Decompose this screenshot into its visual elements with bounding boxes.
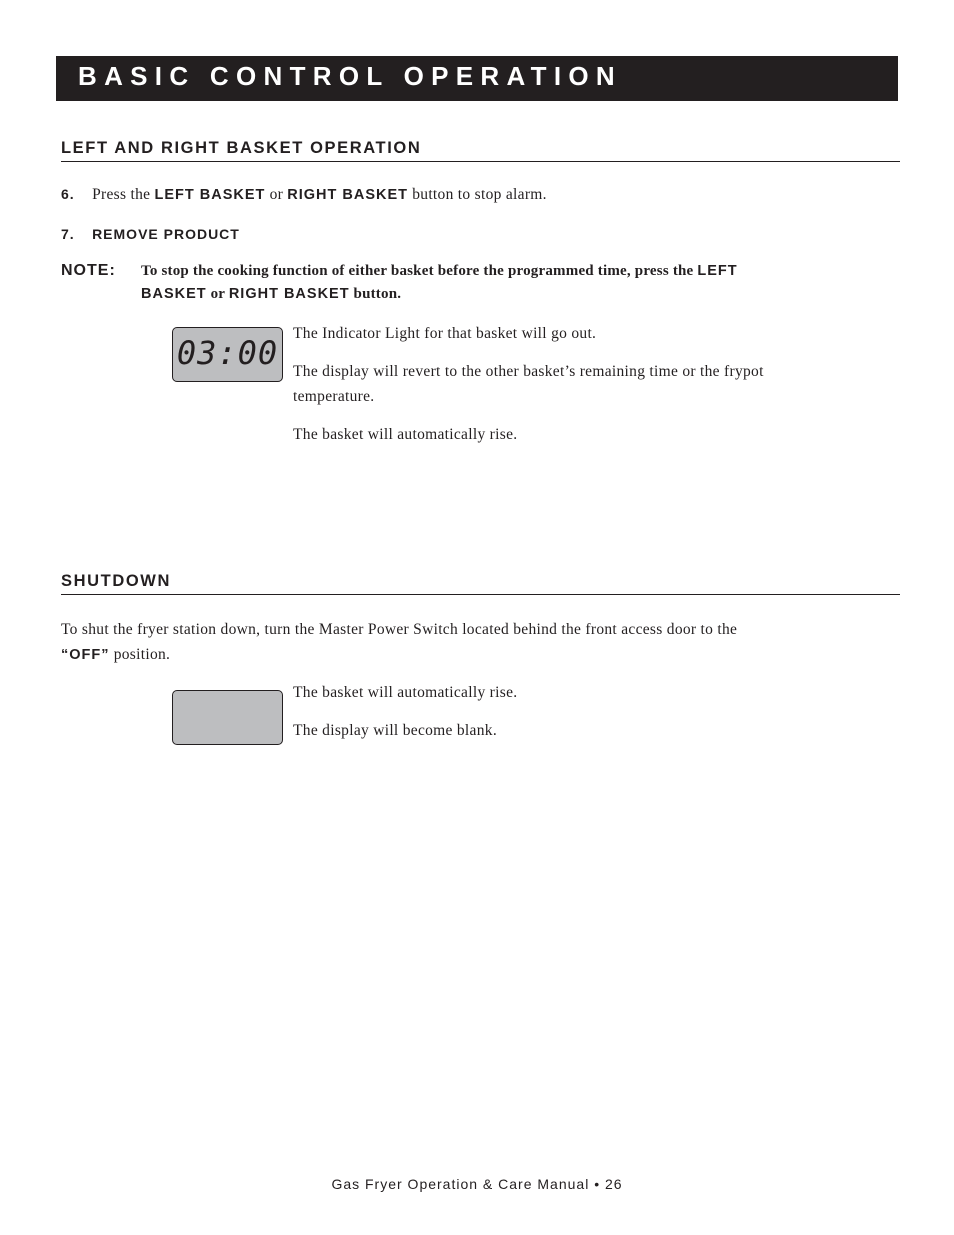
shutdown-text: position. xyxy=(113,646,171,663)
step-text: or xyxy=(269,186,284,203)
left-basket-keyword: LEFT BASKET xyxy=(154,187,266,203)
shutdown-result-display-blank: The display will become blank. xyxy=(293,722,497,739)
step-label: REMOVE PRODUCT xyxy=(92,226,240,242)
note-line-2 xyxy=(141,286,401,303)
step-6 xyxy=(61,186,547,204)
step-text: button to stop alarm. xyxy=(412,186,547,203)
section-heading-basket-operation xyxy=(61,139,900,162)
note-line-1 xyxy=(141,263,738,280)
timer-display xyxy=(172,327,283,382)
section-heading-shutdown xyxy=(61,572,900,595)
header-banner xyxy=(56,56,898,101)
shutdown-intro-line-1: To shut the fryer station down, turn the Master Power Switch located behind the front access door to the xyxy=(61,621,738,638)
blank-display xyxy=(172,690,283,745)
page-title: BASIC CONTROL OPERATION xyxy=(78,61,622,91)
note-text: or xyxy=(210,286,225,302)
section-title: SHUTDOWN xyxy=(61,572,171,590)
right-basket-keyword: RIGHT BASKET xyxy=(287,187,409,203)
note-text: To stop the cooking function of either basket before the programmed time, press the xyxy=(141,263,694,279)
step-number: 7. xyxy=(61,226,75,242)
page-footer: Gas Fryer Operation & Care Manual • 26 xyxy=(331,1176,623,1192)
left-keyword: LEFT xyxy=(697,263,738,279)
result-indicator-light: The Indicator Light for that basket will go out. xyxy=(293,325,597,342)
right-basket-keyword: RIGHT BASKET xyxy=(228,286,350,302)
off-keyword: “OFF” xyxy=(61,647,110,663)
step-number: 6. xyxy=(61,186,75,202)
result-display-revert-cont: temperature. xyxy=(293,388,375,405)
result-display-revert: The display will revert to the other basket’s remaining time or the frypot xyxy=(293,363,764,380)
note-label: NOTE: xyxy=(61,262,116,279)
shutdown-result-basket-rise: The basket will automatically rise. xyxy=(293,684,518,701)
shutdown-intro-line-2 xyxy=(61,646,170,664)
step-7 xyxy=(61,226,240,244)
step-text: Press the xyxy=(92,186,151,203)
result-basket-rise: The basket will automatically rise. xyxy=(293,426,518,443)
note-text: button. xyxy=(353,286,402,302)
display-readout: 03:00 xyxy=(176,334,279,372)
basket-keyword: BASKET xyxy=(141,286,207,302)
section-title: LEFT AND RIGHT BASKET OPERATION xyxy=(61,139,422,157)
